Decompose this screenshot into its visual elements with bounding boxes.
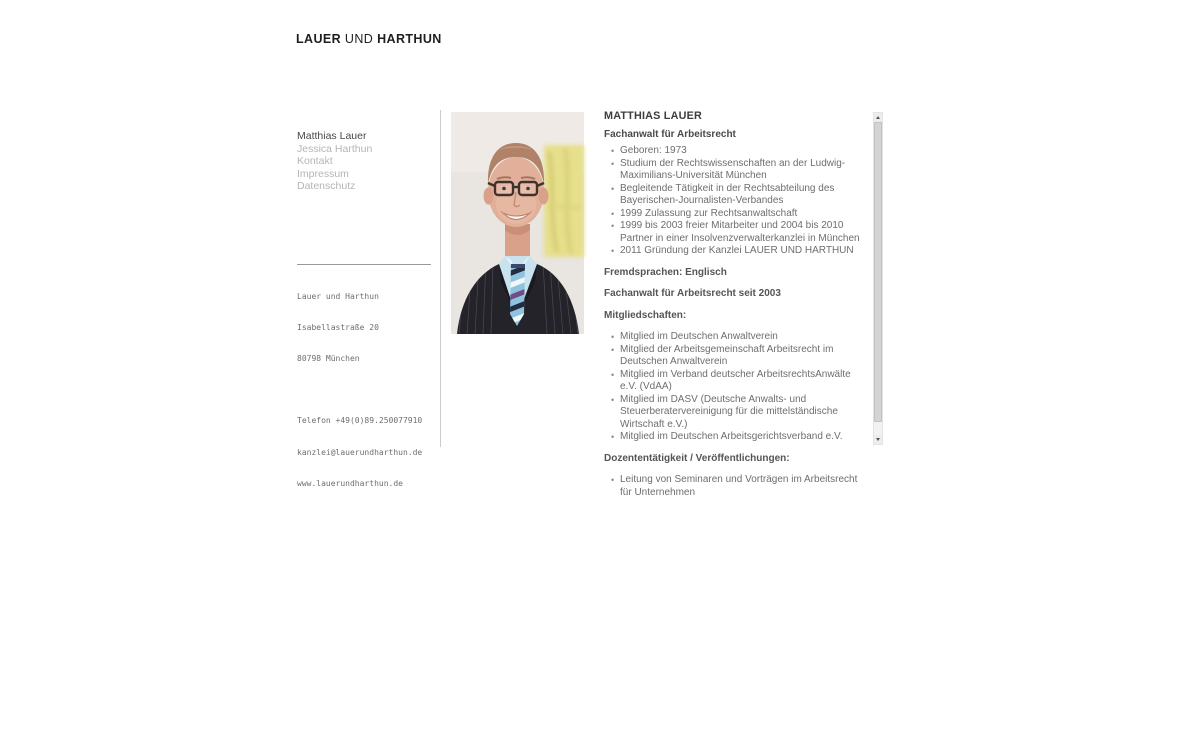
portrait-photo-image [451,112,584,334]
nav-item-datenschutz[interactable]: Datenschutz [297,180,356,192]
nav-item-matthias-lauer[interactable]: Matthias Lauer [297,130,367,142]
contact-spacer [297,385,477,395]
sidebar-nav [297,130,437,193]
contact-street: Isabellastraße 20 [297,323,379,333]
career-item: • Begleitende Tätigkeit in der Rechtsabteilung des Bayerischen-Journalisten-Verbandes [620,183,870,208]
nav-item-jessica-harthun[interactable]: Jessica Harthun [297,142,373,155]
membership-item: • Mitglied im Verband deutscher ArbeitsrechtsAnwälte e.V. (VdAA) [620,369,870,394]
company-logo[interactable] [296,32,442,46]
scrollbar-thumb[interactable] [874,122,882,422]
scroll-up-icon [876,116,880,119]
nav-item-kontakt[interactable]: Kontakt [297,155,333,167]
membership-list [604,331,870,444]
page-title: MATTHIAS LAUER [604,110,702,122]
logo-part-und: UND [341,32,378,46]
career-list [604,145,870,258]
languages-heading: Fremdsprachen: Englisch [604,266,727,278]
cv-panel [604,108,870,498]
nav-item-impressum[interactable]: Impressum [297,167,349,180]
career-item: • Studium der Rechtswissenschaften an der Ludwig-Maximilians-Universität München [620,158,870,183]
membership-item: • Mitglied der Arbeitsgemeinschaft Arbeitsrecht im Deutschen Anwaltverein [620,344,870,369]
membership-item: • Mitglied im DASV (Deutsche Anwalts- und Steuerberatervereinigung für die mittelständische Wirtschaft e.V.) [620,394,870,432]
logo-part-harthun: HARTHUN [377,32,442,46]
memberships-heading: Mitgliedschaften: [604,309,687,321]
contact-block [297,271,477,500]
scroll-down-button[interactable] [874,435,882,444]
scroll-up-button[interactable] [874,113,882,122]
portrait-photo [451,112,584,334]
contact-phone: Telefon +49(0)89.250077910 [297,416,423,426]
page-subtitle: Fachanwalt für Arbeitsrecht [604,128,736,140]
lectures-heading: Dozententätigkeit / Veröffentlichungen: [604,452,790,464]
membership-item: • Mitglied im Deutschen Anwaltverein [620,331,870,344]
logo-part-lauer: LAUER [296,32,342,46]
contact-website[interactable]: www.lauerundharthun.de [297,478,403,488]
sidebar-divider [297,264,431,265]
career-item: • 2011 Gründung der Kanzlei LAUER UND HARTHUN [620,245,870,258]
career-item: • Geboren: 1973 [620,145,870,158]
lectures-list [604,474,870,499]
scroll-down-icon [876,438,880,441]
contact-name: Lauer und Harthun [297,291,379,301]
career-item: • 1999 bis 2003 freier Mitarbeiter und 2004 bis 2010 Partner in einer Insolvenzverwalterkanzlei in München [620,220,870,245]
lectures-item-clipped: • Leitung von Seminaren und Vorträgen im Arbeitsrecht für Unternehmen [620,474,870,499]
content-scrollbar[interactable] [873,112,883,445]
career-item: • 1999 Zulassung zur Rechtsanwaltschaft [620,208,870,221]
contact-city: 80798 München [297,354,360,364]
content-left-divider [440,110,441,447]
contact-email[interactable]: kanzlei@lauerundharthun.de [297,447,423,457]
membership-item: • Mitglied im Deutschen Arbeitsgerichtsverband e.V. [620,431,870,444]
specialist-heading: Fachanwalt für Arbeitsrecht seit 2003 [604,288,781,299]
